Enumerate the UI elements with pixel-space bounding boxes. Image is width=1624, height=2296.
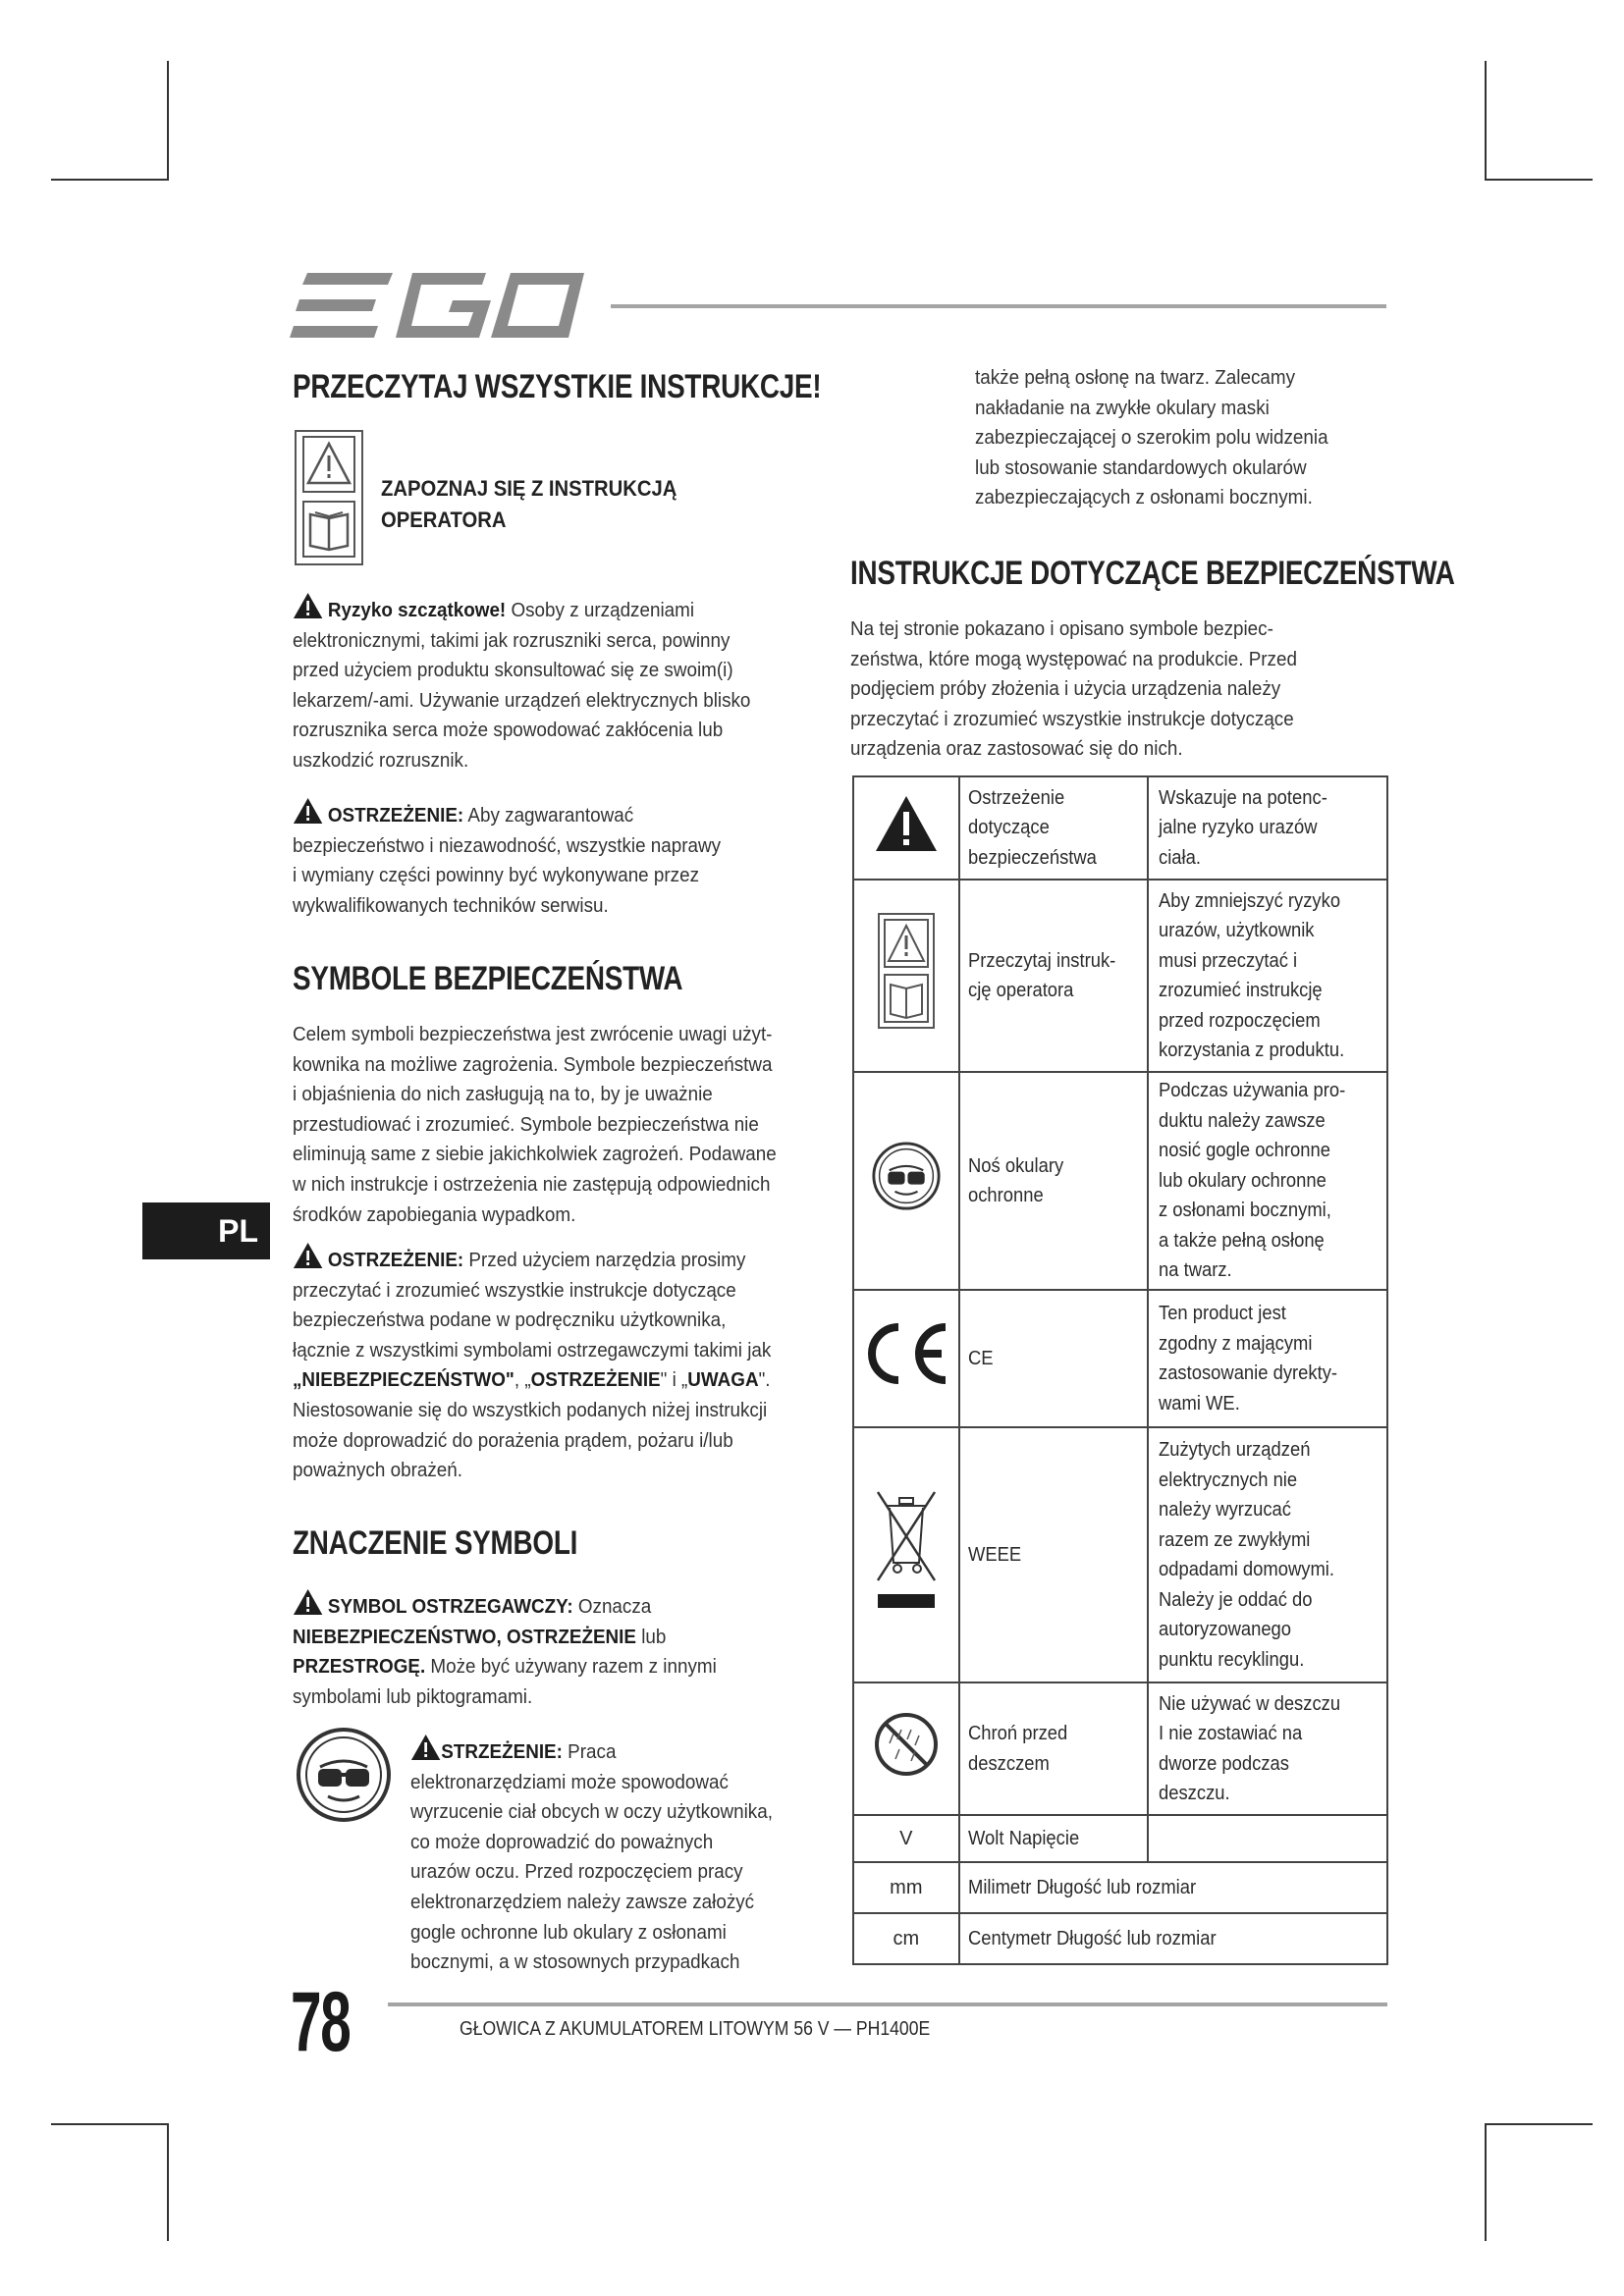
name-cell: Ostrzeżenie dotyczące bezpieczeństwa (959, 776, 1148, 880)
table-row (853, 1290, 1387, 1427)
read-manual-icon (877, 912, 936, 1030)
safety-section: INSTRUKCJE DOTYCZĄCE BEZPIECZEŃSTWA Na tej stronie pokazano i opisano symbole bezpiec- zeństwa, które mogą występować na produkcie. Przed podjęciem próby złożenia i użycia urządzenia należy przeczytać i zrozumieć wszystkie instrukcje dotyczące urządzenia oraz zastosować się do nich. (850, 555, 1455, 761)
desc-cell: Wskazuje na potenc- jalne ryzyko urazów ciała. (1148, 776, 1387, 880)
heading-symbols: SYMBOLE BEZPIECZEŃSTWA (293, 960, 683, 997)
ego-logo (290, 273, 584, 338)
residual-risk-block: Ryzyko szczątkowe! Osoby z urządzeniami elektronicznymi, takimi jak rozruszniki serca, powinny przed użyciem produktu skonsultować się ze swoim(i) lekarzem/-ami. Używanie urządzeń elektrycznych blisko rozrusznika serca może spowodować zakłócenia lub uszkodzić rozrusznik. (293, 592, 823, 776)
warning-block-1: OSTRZEŻENIE: Aby zagwarantować bezpieczeństwo i niezawodność, wszystkie naprawy i wymiany części powinny być wykonywane przez wykwalifikowanych techników serwisu. (293, 797, 823, 921)
header-rule (611, 304, 1386, 308)
symbol-cell (853, 1427, 959, 1682)
crop-mark (1485, 61, 1487, 181)
desc-cell: Ten product jest zgodny z mającymi zastosowanie dyrekty- wami WE. (1148, 1290, 1387, 1427)
read-manual-label: ZAPOZNAJ SIĘ Z INSTRUKCJĄ OPERATORA (381, 476, 677, 532)
desc-cell: Nie używać w deszczu I nie zostawiać na dworze podczas deszczu. (1148, 1682, 1387, 1815)
crop-mark (51, 179, 169, 181)
desc-cell: Zużytych urządzeń elektrycznych nie należy wyrzucać razem ze zwykłymi odpadami domowymi. Należy je oddać do autoryzowanego punktu recyklingu. (1148, 1427, 1387, 1682)
symbol-cell (853, 776, 959, 880)
footer-rule (388, 2002, 1387, 2006)
symbol-cell (853, 880, 959, 1072)
safety-goggles-icon (295, 1726, 393, 1824)
symbol-cell (853, 1682, 959, 1815)
symbol-cell: cm (853, 1913, 959, 1964)
ce-mark-icon (859, 1321, 953, 1386)
left-column (293, 368, 823, 406)
heading-read-all: PRZECZYTAJ WSZYSTKIE INSTRUKCJE! (293, 368, 822, 405)
table-row (853, 1862, 1387, 1913)
name-cell: Przeczytaj instruk- cję operatora (959, 880, 1148, 1072)
weee-bin-icon (872, 1486, 941, 1614)
name-cell: Milimetr Długość lub rozmiar (959, 1862, 1387, 1913)
footer-title: GŁOWICA Z AKUMULATOREM LITOWYM 56 V — PH1400E (460, 2018, 931, 2040)
read-manual-icon (295, 430, 363, 565)
symbols-table (852, 775, 1388, 1965)
page-number: 78 (291, 1975, 351, 2069)
table-row (853, 1427, 1387, 1682)
name-cell: CE (959, 1290, 1148, 1427)
desc-cell (1148, 1815, 1387, 1862)
name-cell: WEEE (959, 1427, 1148, 1682)
crop-mark (1485, 179, 1593, 181)
heading-meaning: ZNACZENIE SYMBOLI (293, 1524, 578, 1562)
warning-triangle-icon (293, 592, 323, 619)
desc-cell: Podczas używania pro- duktu należy zawsze nosić gogle ochronne lub okulary ochronne z osłonami bocznymi, a także pełną osłonę na twarz. (1148, 1072, 1387, 1290)
table-row (853, 1815, 1387, 1862)
crop-mark (1485, 2123, 1487, 2241)
crop-mark (167, 2123, 169, 2241)
no-rain-icon (872, 1710, 941, 1779)
name-cell: Wolt Napięcie (959, 1815, 1148, 1862)
book-icon (302, 501, 355, 558)
table-row (853, 1682, 1387, 1815)
warning-triangle-icon (293, 1588, 323, 1616)
crop-mark (167, 61, 169, 181)
warning-triangle-icon (293, 1242, 323, 1269)
table-row (853, 1072, 1387, 1290)
name-cell: Centymetr Długość lub rozmiar (959, 1913, 1387, 1964)
goggle-warning-block: STRZEŻENIE: Praca elektronarzędziami może spowodować wyrzucenie ciał obcych w oczy użytkownika, co może doprowadzić do poważnych urazów oczu. Przed rozpoczęciem pracy elektronarzędziem należy zawsze założyć gogle ochronne lub okulary z osłonami bocznymi, a w stosownych przypadkach (410, 1734, 823, 1978)
language-tab: PL (142, 1202, 270, 1259)
continued-text: także pełną osłonę na twarz. Zalecamy nakładanie na zwykłe okulary maski zabezpieczającej o szerokim polu widzenia lub stosowanie standardowych okularów zabezpieczających z osłonami bocznymi. (975, 366, 1328, 509)
warning-block-2: OSTRZEŻENIE: Przed użyciem narzędzia prosimy przeczytać i zrozumieć wszystkie instrukcje dotyczące bezpieczeństwa podane w podręczniku użytkownika, łącznie z wszystkimi symbolami ostrzegawczymi takimi jak „NIEBEZPIECZEŃSTWO", „OSTRZEŻENIE" i „UWAGA". Niestosowanie się do wszystkich podanych niżej instrukcji może doprowadzić do porażenia prądem, pożaru i/lub poważnych obrażeń. (293, 1242, 823, 1486)
name-cell: Noś okulary ochronne (959, 1072, 1148, 1290)
symbol-cell (853, 1290, 959, 1427)
symbols-section: SYMBOLE BEZPIECZEŃSTWA Celem symboli bezpieczeństwa jest zwrócenie uwagi użyt- kownika na możliwe zagrożenia. Symbole bezpieczeństwa i objaśnienia do nich zasługują na to, by je uważnie przestudiować i zrozumieć. Symbole bezpieczeństwa nie eliminują same z siebie jakichkolwiek zagrożeń. Podawane w nich instrukcje i ostrzeżenia nie zastępują odpowiednich środków zapobiegania wypadkom. (293, 960, 777, 1226)
warning-icon (302, 436, 355, 493)
symbol-cell (853, 1072, 959, 1290)
name-cell: Chroń przed deszczem (959, 1682, 1148, 1815)
heading-safety: INSTRUKCJE DOTYCZĄCE BEZPIECZEŃSTWA (850, 555, 1455, 592)
table-row (853, 1913, 1387, 1964)
crop-mark (1485, 2123, 1593, 2125)
crop-mark (51, 2123, 169, 2125)
warning-triangle-icon (410, 1734, 441, 1761)
desc-cell: Aby zmniejszyć ryzyko urazów, użytkownik musi przeczytać i zrozumieć instrukcję przed rozpoczęciem korzystania z produktu. (1148, 880, 1387, 1072)
table-row (853, 880, 1387, 1072)
warning-triangle-icon (874, 794, 939, 853)
safety-goggles-icon (871, 1141, 942, 1211)
table-row (853, 776, 1387, 880)
symbol-cell: V (853, 1815, 959, 1862)
symbol-cell: mm (853, 1862, 959, 1913)
meaning-section: ZNACZENIE SYMBOLI SYMBOL OSTRZEGAWCZY: Oznacza NIEBEZPIECZEŃSTWO, OSTRZEŻENIE lub PRZESTROGĘ. Może być używany razem z innymi symbolami lub piktogramami. (293, 1524, 823, 1712)
warning-triangle-icon (293, 797, 323, 825)
